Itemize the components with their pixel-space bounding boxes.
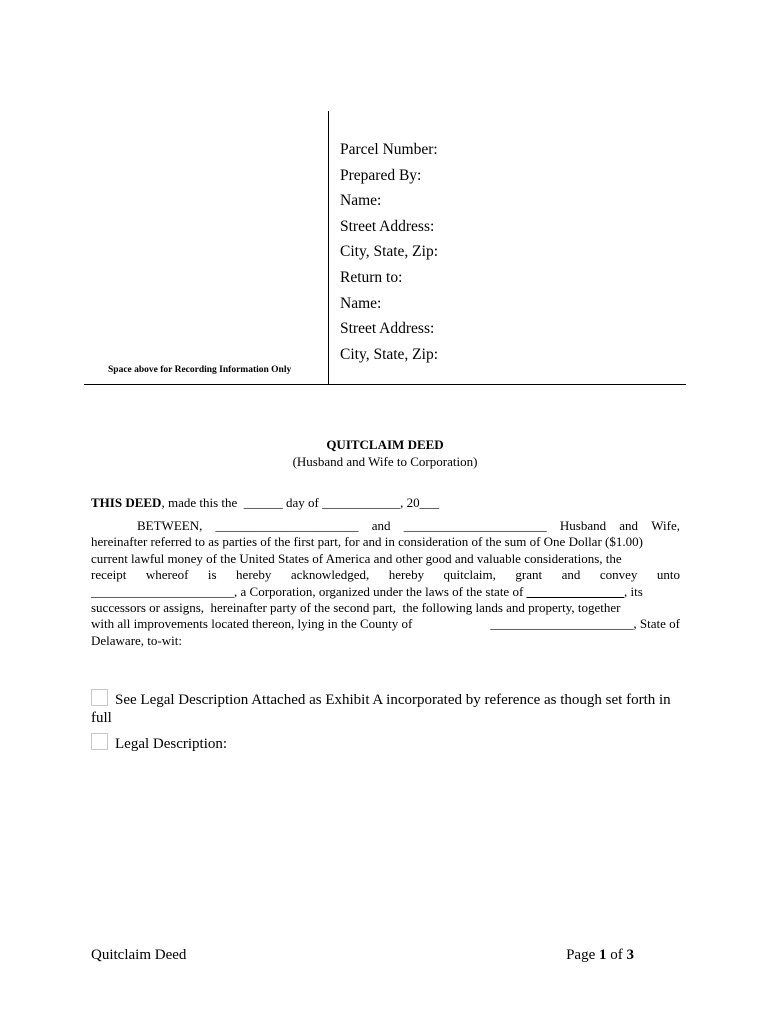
body-word: receipt bbox=[91, 567, 127, 583]
body-text: current lawful money of the United States of America and other good and valuable considerations, the bbox=[91, 550, 622, 566]
page-label: Page bbox=[566, 947, 596, 963]
body-word: grant bbox=[515, 567, 543, 583]
body-text: hereinafter referred to as parties of the first part, for and in consideration of the sum of One Dollar ($1.00) bbox=[91, 534, 643, 550]
exhibit-option bbox=[91, 689, 683, 727]
body-word: acknowledged, bbox=[290, 567, 370, 583]
exhibit-checkbox[interactable] bbox=[91, 689, 108, 706]
preparer-name-label: Name: bbox=[340, 192, 382, 210]
of-label: of bbox=[610, 947, 623, 963]
body-word: hereby bbox=[236, 567, 272, 583]
preparer-street-label: Street Address: bbox=[340, 217, 435, 235]
county-blank: ______________________, State of bbox=[490, 616, 680, 632]
body-text: with all improvements located thereon, lying in the County of bbox=[91, 616, 413, 632]
return-city-label: City, State, Zip: bbox=[340, 345, 439, 363]
state-blank: _______________ bbox=[526, 583, 625, 599]
return-street-label: Street Address: bbox=[340, 320, 435, 338]
deed-subtitle: (Husband and Wife to Corporation) bbox=[292, 454, 478, 469]
recording-space-note: Space above for Recording Information Only bbox=[108, 365, 292, 375]
prepared-by-label: Prepared By: bbox=[340, 166, 422, 184]
grantee-line bbox=[91, 584, 643, 600]
body-line bbox=[91, 616, 680, 632]
exhibit-option-label: See Legal Description Attached as Exhibit A incorporated by reference as though set forth in full bbox=[91, 692, 671, 726]
body-word: and bbox=[371, 518, 391, 533]
body-word: whereof bbox=[145, 567, 189, 583]
body-word: quitclaim, bbox=[443, 567, 496, 583]
body-line bbox=[91, 584, 680, 600]
body-line bbox=[91, 534, 680, 550]
body-line bbox=[91, 551, 680, 567]
legal-description-option bbox=[91, 733, 683, 753]
body-word: and bbox=[619, 518, 639, 533]
body-line bbox=[91, 633, 680, 649]
grantor-blank-1: ______________________ bbox=[215, 518, 359, 533]
body-line bbox=[91, 567, 680, 583]
body-word: Wife, bbox=[651, 518, 680, 533]
body-text: Delaware, to-wit: bbox=[91, 632, 182, 648]
deed-title: QUITCLAIM DEED bbox=[326, 437, 444, 452]
parcel-number-label: Parcel Number: bbox=[340, 141, 438, 158]
recording-info-block bbox=[340, 137, 438, 367]
preparer-city-label: City, State, Zip: bbox=[340, 243, 439, 261]
body-line bbox=[91, 600, 680, 616]
body-word: Husband bbox=[559, 518, 607, 533]
body-line bbox=[91, 518, 680, 534]
page-total: 3 bbox=[626, 947, 634, 963]
body-word: , its bbox=[624, 583, 643, 599]
footer-page-number bbox=[566, 947, 634, 964]
deed-date-line bbox=[91, 495, 439, 511]
deed-body-paragraph bbox=[91, 518, 680, 649]
body-word: is bbox=[207, 567, 217, 583]
grantor-blank-2: ______________________ bbox=[403, 518, 547, 533]
body-word: hereby bbox=[388, 567, 425, 583]
body-word: unto bbox=[656, 567, 680, 583]
body-word: and bbox=[561, 567, 581, 583]
deed-date-text: , made this the ______ day of ____________, 20___ bbox=[161, 495, 440, 510]
page-current: 1 bbox=[599, 947, 607, 963]
legal-description-checkbox[interactable] bbox=[91, 733, 108, 750]
body-text: successors or assigns, hereinafter party of the second part, the following lands and property, together bbox=[91, 600, 621, 616]
footer-document-title: Quitclaim Deed bbox=[91, 947, 187, 963]
recording-divider-vertical bbox=[328, 111, 329, 384]
return-name-label: Name: bbox=[340, 294, 382, 312]
this-deed-lead: THIS DEED bbox=[91, 495, 162, 510]
legal-description-label: Legal Description: bbox=[115, 736, 228, 752]
body-word: BETWEEN, bbox=[137, 518, 203, 533]
grantee-blank-text: ______________________, a Corporation, organized under the laws of the state of bbox=[91, 583, 527, 599]
return-to-label: Return to: bbox=[340, 268, 403, 286]
body-word: convey bbox=[599, 567, 638, 583]
recording-divider-horizontal bbox=[84, 384, 686, 385]
